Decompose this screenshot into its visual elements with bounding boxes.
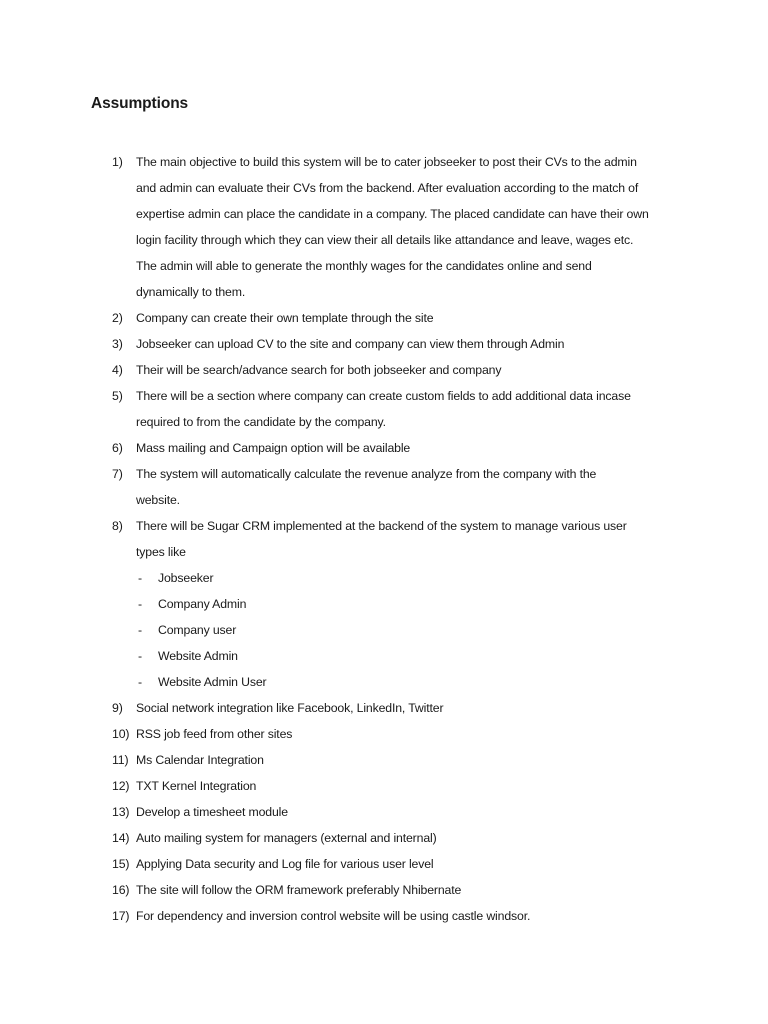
list-item [0,695,768,721]
sub-item-text: Company user [158,623,237,637]
bullet-dash: - [138,649,142,663]
list-item [0,175,768,201]
list-item [0,435,768,461]
item-text: There will be Sugar CRM implemented at the backend of the system to manage various user [136,519,627,533]
item-text: dynamically to them. [136,285,246,299]
item-number: 6) [112,441,123,455]
item-text: Jobseeker can upload CV to the site and company can view them through Admin [136,337,565,351]
list-item [0,279,768,305]
assumptions-list [0,149,768,929]
item-number: 14) [112,831,130,845]
list-item [0,409,768,435]
sub-list-item [0,643,768,669]
item-number: 10) [112,727,130,741]
item-text: There will be a section where company can create custom fields to add additional data incase [136,389,631,403]
item-number: 4) [112,363,123,377]
item-text: The main objective to build this system will be to cater jobseeker to post their CVs to the admin [136,155,637,169]
sub-list-item [0,565,768,591]
sub-list-item [0,591,768,617]
sub-item-text: Website Admin [158,649,238,663]
item-text: types like [136,545,186,559]
list-item [0,747,768,773]
sub-item-text: Website Admin User [158,675,267,689]
item-text: and admin can evaluate their CVs from the backend. After evaluation according to the match of [136,181,639,195]
item-text: TXT Kernel Integration [136,779,257,793]
list-item [0,149,768,175]
list-item [0,461,768,487]
list-item [0,383,768,409]
item-number: 7) [112,467,123,481]
item-text: Ms Calendar Integration [136,753,264,767]
item-text: login facility through which they can view their all details like attandance and leave, wages etc. [136,233,634,247]
item-number: 12) [112,779,130,793]
list-item [0,903,768,929]
item-number: 3) [112,337,123,351]
item-text: For dependency and inversion control website will be using castle windsor. [136,909,531,923]
list-item [0,227,768,253]
list-item [0,201,768,227]
bullet-dash: - [138,597,142,611]
item-number: 11) [112,753,129,767]
list-item [0,773,768,799]
page-title: Assumptions [91,95,189,112]
item-number: 13) [112,805,130,819]
item-text: The site will follow the ORM framework preferably Nhibernate [136,883,462,897]
item-text: Social network integration like Facebook, LinkedIn, Twitter [136,701,444,715]
item-text: Company can create their own template through the site [136,311,434,325]
item-text: The system will automatically calculate the revenue analyze from the company with the [136,467,597,481]
list-item [0,357,768,383]
item-number: 15) [112,857,130,871]
item-number: 1) [112,155,123,169]
list-item [0,721,768,747]
item-text: Develop a timesheet module [136,805,288,819]
item-text: Applying Data security and Log file for various user level [136,857,434,871]
sub-list-item [0,617,768,643]
item-text: RSS job feed from other sites [136,727,293,741]
item-text: Auto mailing system for managers (external and internal) [136,831,437,845]
item-text: The admin will able to generate the monthly wages for the candidates online and send [136,259,592,273]
list-item [0,305,768,331]
list-item [0,539,768,565]
bullet-dash: - [138,675,142,689]
bullet-dash: - [138,571,142,585]
item-number: 2) [112,311,123,325]
list-item [0,851,768,877]
item-number: 9) [112,701,123,715]
list-item [0,825,768,851]
item-text: expertise admin can place the candidate in a company. The placed candidate can have their own [136,207,649,221]
list-item [0,877,768,903]
item-number: 5) [112,389,123,403]
item-text: Mass mailing and Campaign option will be available [136,441,411,455]
list-item [0,253,768,279]
item-number: 16) [112,883,130,897]
list-item [0,331,768,357]
list-item [0,487,768,513]
item-text: Their will be search/advance search for both jobseeker and company [136,363,502,377]
bullet-dash: - [138,623,142,637]
item-number: 8) [112,519,123,533]
sub-item-text: Jobseeker [158,571,214,585]
sub-item-text: Company Admin [158,597,247,611]
list-item [0,513,768,539]
item-text: website. [136,493,180,507]
list-item [0,799,768,825]
item-text: required to from the candidate by the company. [136,415,386,429]
sub-list-item [0,669,768,695]
item-number: 17) [112,909,130,923]
